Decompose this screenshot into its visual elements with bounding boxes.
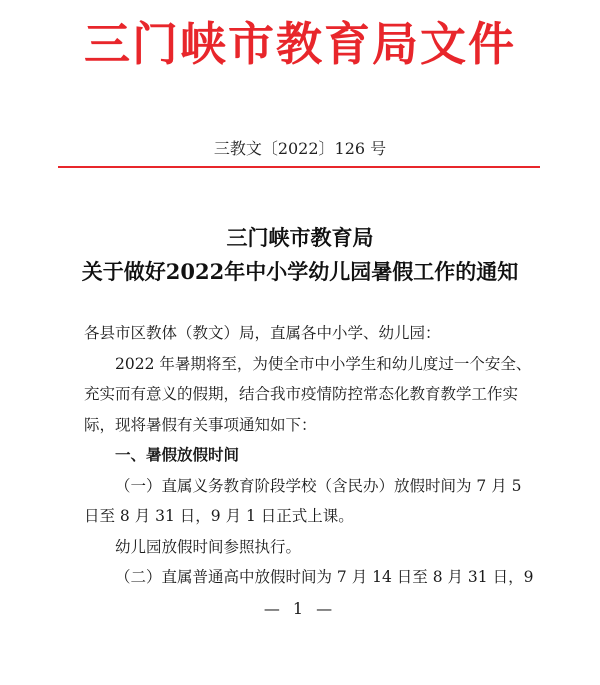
paragraph-line: （一）直属义务教育阶段学校（含民办）放假时间为 7 月 5 [115,476,522,495]
salutation: 各县市区教体（教文）局，直属各中小学、幼儿园： [84,324,441,342]
page-number: — 1 — [263,599,337,618]
paragraph-line: 充实而有意义的假期，结合我市疫情防控常态化教育教学工作实 [84,385,519,403]
notice-title-subject: 关于做好2022年中小学幼儿园暑假工作的通知 [81,259,519,284]
document-number: 三教文〔2022〕126 号 [213,139,387,158]
paragraph-line: 2022 年暑期将至，为使全市中小学生和幼儿度过一个安全、 [115,354,532,373]
paragraph-line: 际，现将暑假有关事项通知如下： [84,415,317,434]
issuer-title: 三门峡市教育局文件 [84,17,516,71]
red-divider-line [58,166,540,168]
paragraph-line: （二）直属普通高中放假时间为 7 月 14 日至 8 月 31 日，9 [115,568,534,586]
section-heading: 一、暑假放假时间 [115,446,240,464]
paragraph-line: 日至 8 月 31 日，9 月 1 日正式上课。 [84,507,354,525]
paragraph-line: 幼儿园放假时间参照执行。 [115,537,302,556]
notice-title-issuer: 三门峡市教育局 [226,225,374,250]
notice-body [84,318,554,593]
